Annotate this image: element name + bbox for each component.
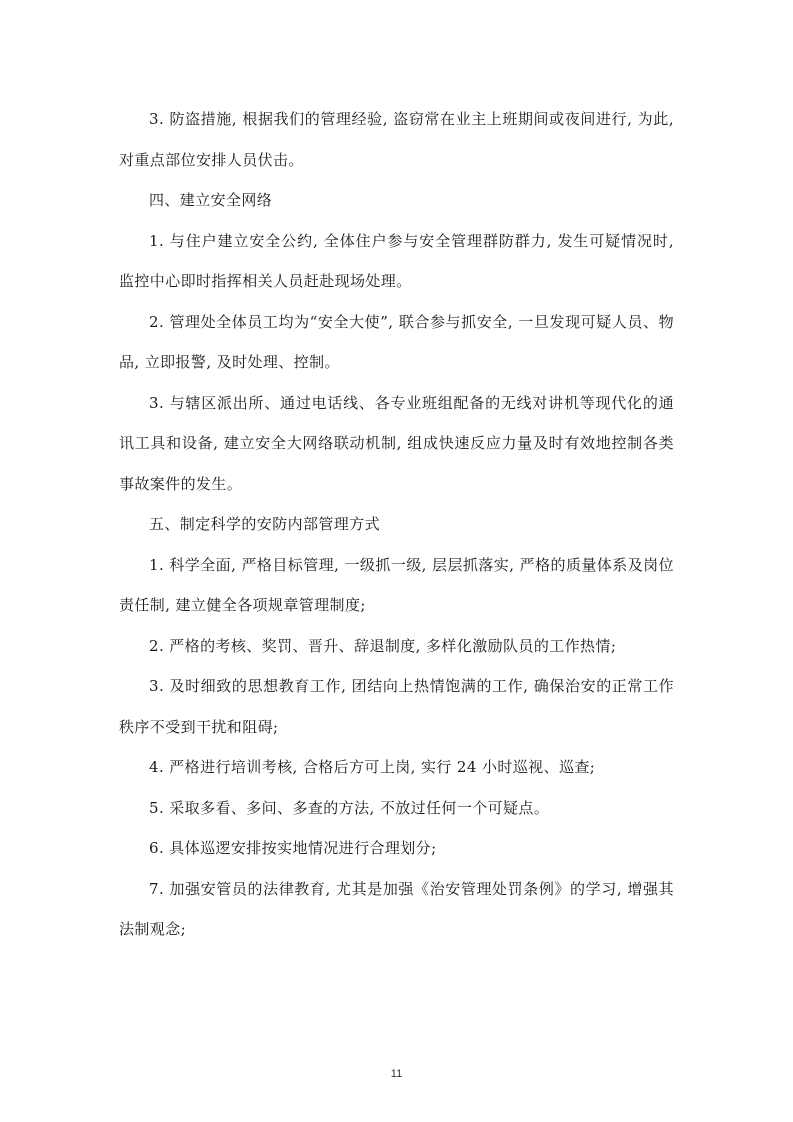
paragraph-patrol-division: 6. 具体巡逻安排按实地情况进行合理划分; <box>149 839 437 857</box>
paragraph-inspection-method: 5. 采取多看、多问、多查的方法, 不放过任何一个可疑点。 <box>149 798 550 817</box>
heading-internal-management: 五、制定科学的安防内部管理方式 <box>149 515 381 533</box>
body-text <box>119 99 674 950</box>
paragraph-security-pact: 1. 与住户建立安全公约, 全体住户参与安全管理群防群力, 发生可疑情况时, 监控中心即时指挥相关人员赶赴现场处理。 <box>119 231 674 290</box>
paragraph-legal-education: 7. 加强安管员的法律教育, 尤其是加强《治安管理处罚条例》的学习, 增强其法制观念; <box>119 879 674 938</box>
page-number: 11 <box>390 1068 403 1080</box>
paragraph-target-management: 1. 科学全面, 严格目标管理, 一级抓一级, 层层抓落实, 严格的质量体系及岗位责任制, 建立健全各项规章管理制度; <box>119 555 674 614</box>
paragraph-ideological-education: 3. 及时细致的思想教育工作, 团结向上热情饱满的工作, 确保治安的正常工作秩序不受到干扰和阻碍; <box>119 677 674 736</box>
heading-security-network: 四、建立安全网络 <box>149 191 273 209</box>
paragraph-network-linkage: 3. 与辖区派出所、通过电话线、各专业班组配备的无线对讲机等现代化的通讯工具和设备, 建立安全大网络联动机制, 组成快速反应力量及时有效地控制各类事故案件的发生。 <box>119 393 674 493</box>
paragraph-assessment: 2. 严格的考核、奖罚、晋升、辞退制度, 多样化激励队员的工作热情; <box>149 636 617 655</box>
paragraph-training: 4. 严格进行培训考核, 合格后方可上岗, 实行 24 小时巡视、巡查; <box>149 758 596 776</box>
paragraph-safety-ambassador: 2. 管理处全体员工均为“安全大使”, 联合参与抓安全, 一旦发现可疑人员、物品, 立即报警, 及时处理、控制。 <box>119 312 674 371</box>
paragraph-theft-prevention: 3. 防盗措施, 根据我们的管理经验, 盗窃常在业主上班期间或夜间进行, 为此, 对重点部位安排人员伏击。 <box>119 110 674 169</box>
